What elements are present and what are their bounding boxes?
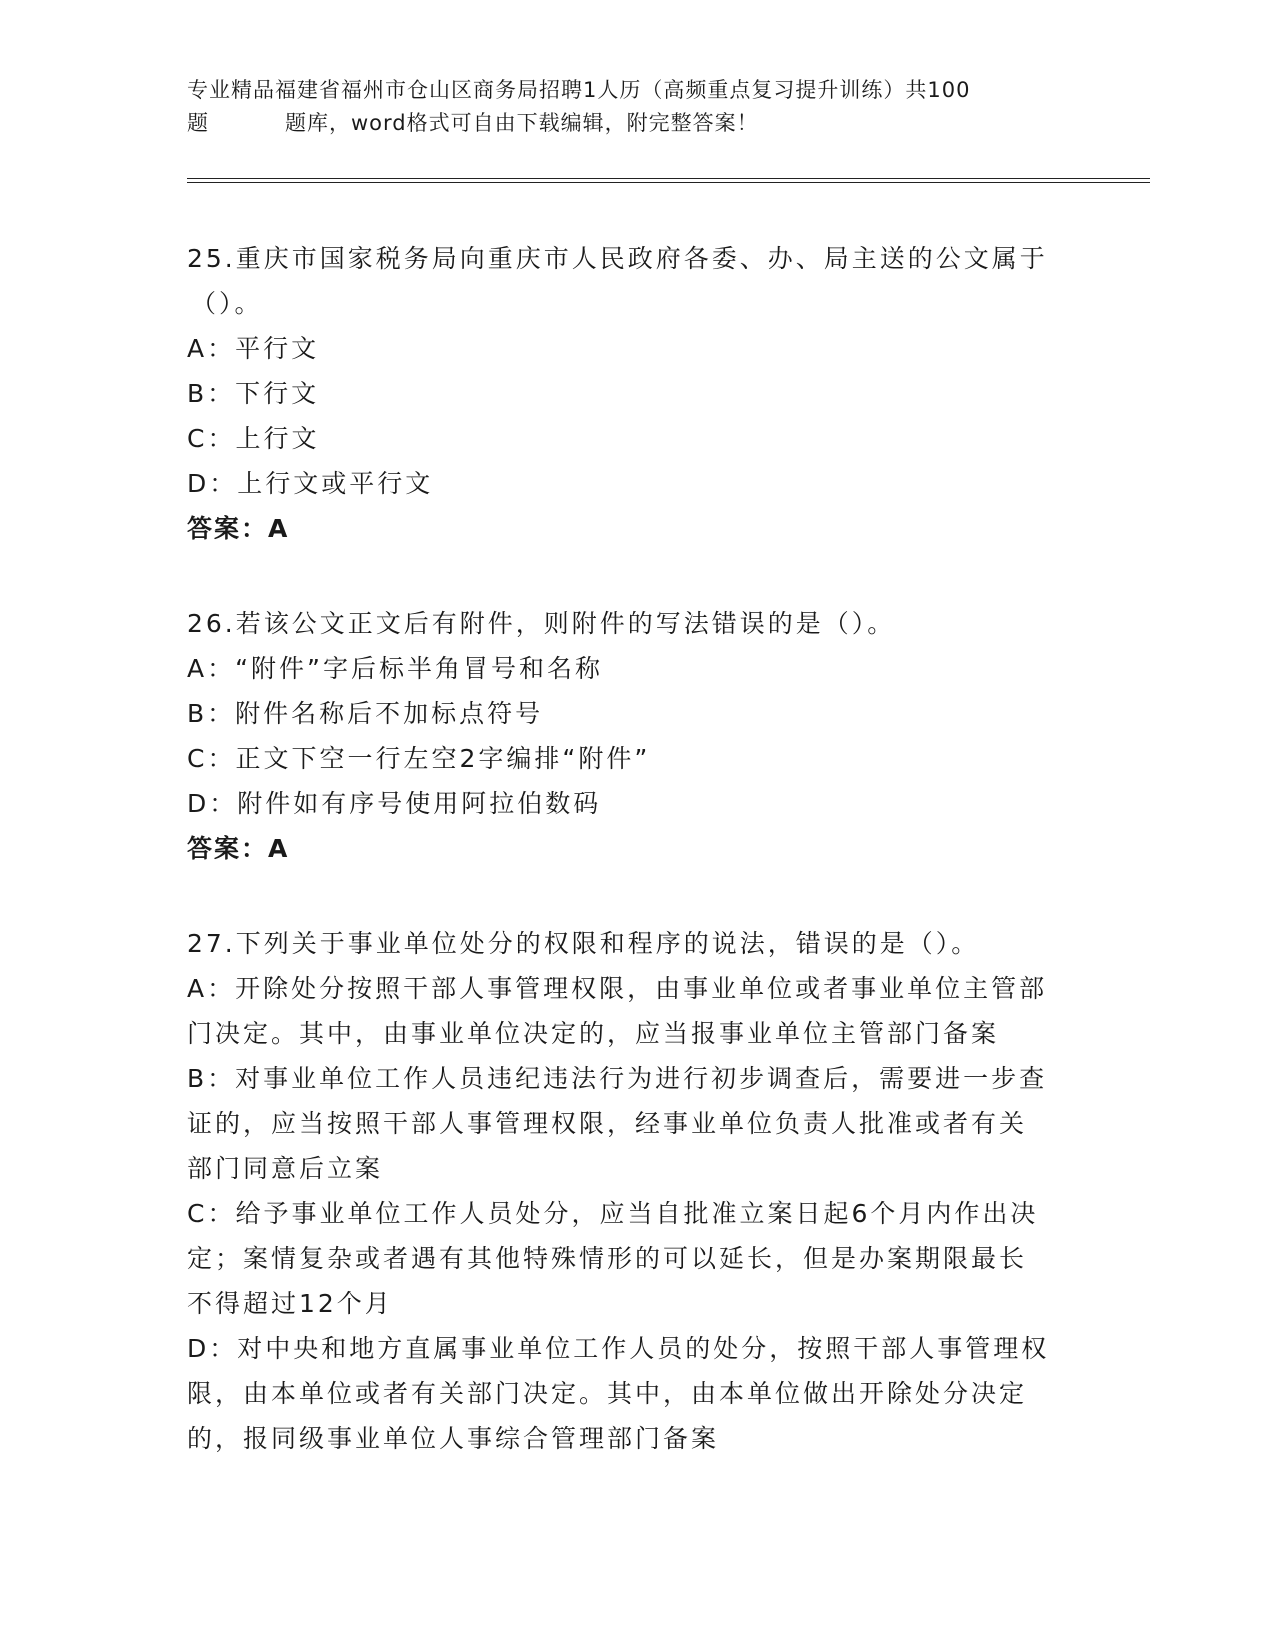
answer-option: A：开除处分按照干部人事管理权限，由事业单位或者事业单位主管部: [187, 974, 1048, 1003]
question-stem: 26.若该公文正文后有附件，则附件的写法错误的是（）。: [187, 609, 896, 638]
answer-option: D：附件如有序号使用阿拉伯数码: [187, 789, 602, 818]
answer-option: B：对事业单位工作人员违纪违法行为进行初步调查后，需要进一步查: [187, 1064, 1048, 1093]
answer-option: A：平行文: [187, 334, 320, 363]
answer-option: C：正文下空一行左空2字编排“附件”: [187, 744, 651, 773]
header-title-line-1: 专业精品福建省福州市仓山区商务局招聘1人历（高频重点复习提升训练）共100: [187, 78, 971, 102]
question-stem: 27.下列关于事业单位处分的权限和程序的说法，错误的是（）。: [187, 929, 980, 958]
answer-option: C：上行文: [187, 424, 320, 453]
header-title-line-2: [187, 107, 1067, 140]
answer-option: 证的，应当按照干部人事管理权限，经事业单位负责人批准或者有关: [187, 1109, 1028, 1138]
header-divider-bottom: [187, 182, 1150, 183]
header-title-line-2-right: 题库，word格式可自由下载编辑，附完整答案！: [285, 111, 759, 135]
answer-option: C：给予事业单位工作人员处分，应当自批准立案日起6个月内作出决: [187, 1199, 1039, 1228]
answer-option: 的，报同级事业单位人事综合管理部门备案: [187, 1424, 720, 1453]
answer-option: B：下行文: [187, 379, 320, 408]
answer-option: 限，由本单位或者有关部门决定。其中，由本单位做出开除处分决定: [187, 1379, 1028, 1408]
answer-key: 答案：A: [187, 834, 290, 863]
answer-key: 答案：A: [187, 514, 290, 543]
answer-option: D：上行文或平行文: [187, 469, 434, 498]
question-stem: （）。: [191, 289, 263, 318]
question-item: [187, 601, 1067, 871]
answer-option: 门决定。其中，由事业单位决定的，应当报事业单位主管部门备案: [187, 1019, 1000, 1048]
question-stem: 25.重庆市国家税务局向重庆市人民政府各委、办、局主送的公文属于: [187, 244, 1048, 273]
answer-option: 不得超过12个月: [187, 1289, 393, 1318]
question-list: [187, 236, 1067, 1511]
answer-option: 部门同意后立案: [187, 1154, 384, 1183]
answer-option: A：“附件”字后标半角冒号和名称: [187, 654, 604, 683]
question-item: [187, 236, 1067, 551]
question-item: [187, 921, 1067, 1461]
document-header: [187, 74, 1067, 140]
header-divider-top: [187, 178, 1150, 179]
answer-option: D：对中央和地方直属事业单位工作人员的处分，按照干部人事管理权: [187, 1334, 1050, 1363]
answer-option: B：附件名称后不加标点符号: [187, 699, 544, 728]
answer-option: 定；案情复杂或者遇有其他特殊情形的可以延长，但是办案期限最长: [187, 1244, 1028, 1273]
header-title-line-2-left: 题: [187, 111, 209, 135]
